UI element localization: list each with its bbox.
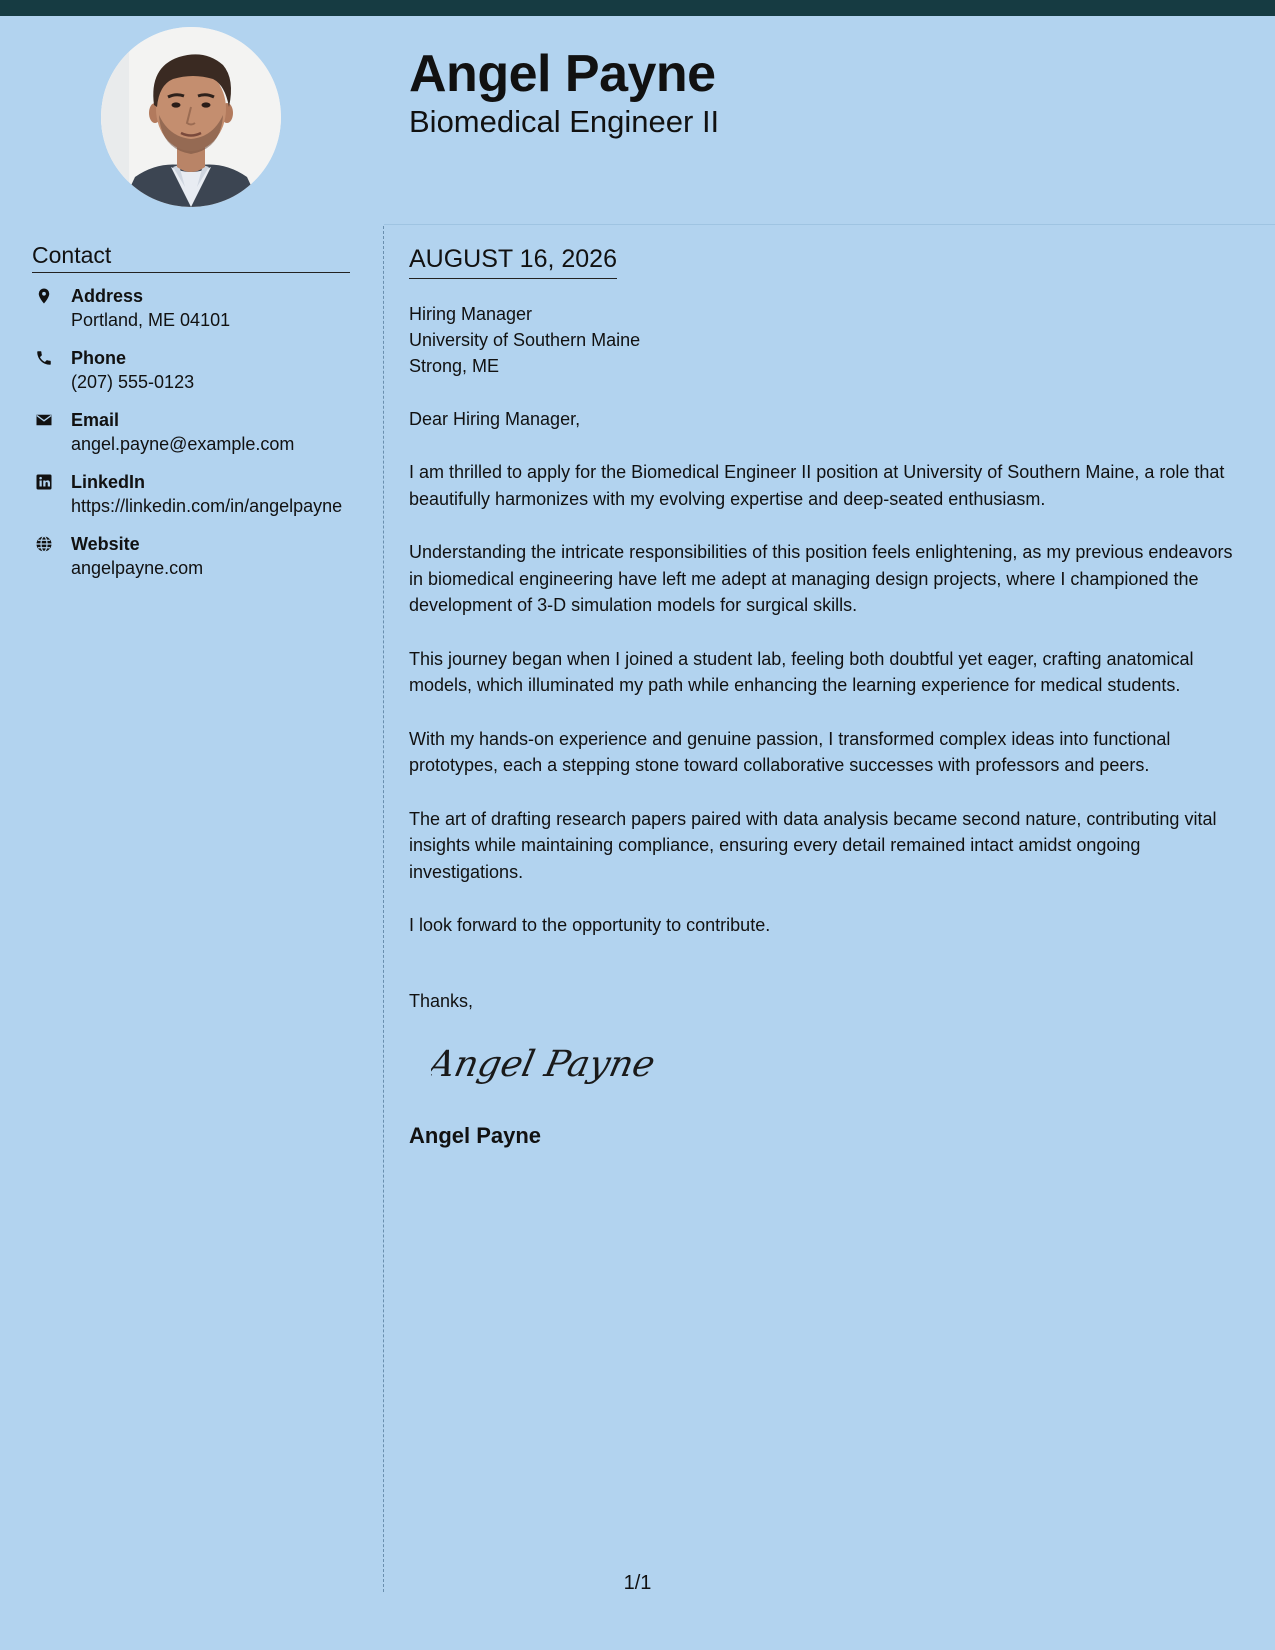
body-paragraph: Understanding the intricate responsibilities of this position feels enlightening, as my previous endeavors in biomedical engineering have left me adept at managing design projects, where I championed the development of 3-D simulation models for surgical skills. (409, 542, 1233, 615)
signed-name: Angel Payne (409, 1122, 542, 1148)
contact-item-phone (32, 346, 352, 394)
recipient-line: Hiring Manager (409, 304, 533, 324)
signature-image (431, 1036, 671, 1092)
globe-icon (35, 535, 53, 553)
letter-body (409, 244, 1239, 1151)
phone-value: (207) 555-0123 (71, 372, 195, 392)
website-value[interactable]: angelpayne.com (71, 558, 204, 578)
body-paragraph: I look forward to the opportunity to contribute. (409, 915, 771, 935)
recipient-block (409, 301, 1239, 379)
recipient-line: Strong, ME (409, 356, 500, 376)
avatar-portrait-image (101, 27, 281, 207)
signature (431, 1036, 1239, 1097)
job-title: Biomedical Engineer II (409, 104, 720, 139)
contact-label: Website (71, 534, 140, 554)
page-number: 1/1 (623, 1572, 652, 1594)
body-paragraph: I am thrilled to apply for the Biomedical Engineer II position at University of Southern Maine, a role that beautifully harmonizes with my evolving expertise and deep-seated enthusiasm. (409, 462, 1225, 509)
envelope-icon (35, 411, 53, 429)
letter-date: AUGUST 16, 2026 (409, 244, 617, 279)
avatar (101, 27, 281, 207)
header-divider (384, 224, 1275, 225)
contact-item-address (32, 284, 352, 332)
contact-item-linkedin (32, 470, 352, 518)
signature-text: Angel Payne (431, 1041, 659, 1085)
contact-heading: Contact (32, 240, 350, 273)
contact-label: Address (71, 286, 144, 306)
email-value[interactable]: angel.payne@example.com (71, 434, 295, 454)
location-pin-icon (35, 287, 53, 305)
recipient-line: University of Southern Maine (409, 330, 641, 350)
column-divider (383, 226, 384, 1592)
contact-item-email (32, 408, 352, 456)
contact-item-website (32, 532, 352, 580)
applicant-name: Angel Payne (409, 45, 716, 103)
greeting: Dear Hiring Manager, (409, 409, 581, 429)
linkedin-value[interactable]: https://linkedin.com/in/angelpayne (71, 496, 343, 516)
body-paragraph: The art of drafting research papers paired with data analysis became second nature, contributing vital insights while maintaining compliance, ensuring every detail remained intact amidst ongoing investigations. (409, 808, 1217, 882)
body-paragraph: With my hands-on experience and genuine passion, I transformed complex ideas into functional prototypes, each a stepping stone toward collaborative successes with professors and peers. (409, 728, 1171, 775)
address-value: Portland, ME 04101 (71, 310, 231, 330)
phone-icon (35, 349, 53, 367)
linkedin-icon (35, 473, 53, 491)
contact-label: Email (71, 410, 120, 430)
contact-label: LinkedIn (71, 472, 146, 492)
body-paragraph: This journey began when I joined a student lab, feeling both doubtful yet eager, crafting anatomical models, which illuminated my path while enhancing the learning experience for medical students. (409, 648, 1194, 695)
closing: Thanks, (409, 990, 474, 1011)
contact-list (32, 284, 352, 594)
contact-label: Phone (71, 348, 127, 368)
top-accent-bar (0, 0, 1275, 16)
